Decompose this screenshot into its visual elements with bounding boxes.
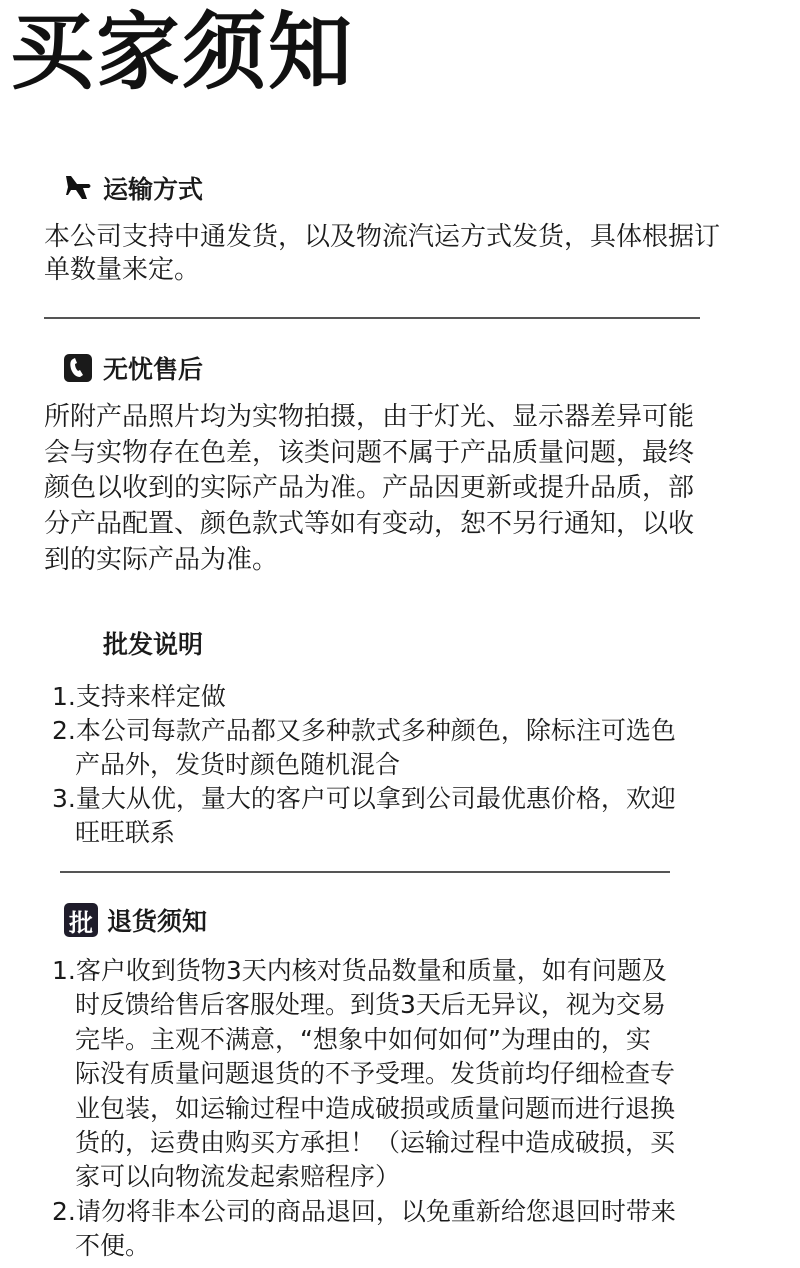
list-item-continued: 旺旺联系 [75,818,176,847]
wholesale-badge-icon: 批 [64,903,98,937]
list-item-continued: 产品外，发货时颜色随机混合 [75,750,401,779]
divider [44,317,700,319]
text-line: 到的实际产品为准。 [44,544,279,575]
list-item-continued: 货的，运费由购买方承担！（运输过程中造成破损，买 [75,1128,676,1158]
section-heading-wholesale [103,625,203,661]
text-line: 会与实物存在色差，该类问题不属于产品质量问题，最终 [44,437,695,468]
list-item: 2.本公司每款产品都又多种款式多种颜色，除标注可选色 [52,716,676,745]
heading-text: 退货须知 [107,907,208,936]
list-item-continued: 时反馈给售后客服处理。到货3天后无异议，视为交易 [75,990,666,1020]
after-sales-paragraph [44,400,694,579]
heading-text: 运输方式 [103,175,204,204]
plane-icon [62,172,94,204]
list-item-continued: 际没有质量问题退货的不予受理。发货前均仔细检查专 [75,1059,676,1089]
list-item: 1.客户收到货物3天内核对货品数量和质量，如有问题及 [52,956,667,985]
text-line: 分产品配置、颜色款式等如有变动，恕不另行通知，以收 [44,509,695,540]
text-line: 本公司支持中通发货，以及物流汽运方式发货，具体根据订 [44,222,721,252]
page-title: 买家须知 [10,3,355,101]
list-item: 2.请勿将非本公司的商品退回，以免重新给您退回时带来 [52,1196,676,1226]
section-heading-after-sales [62,350,203,386]
phone-icon [62,352,94,384]
wholesale-list [52,680,676,850]
list-item-continued: 完毕。主观不满意，“想象中如何如何”为理由的，实 [75,1024,651,1054]
returns-list [52,954,676,1264]
list-item: 1.支持来样定做 [52,682,226,711]
heading-text: 批发说明 [103,630,204,659]
text-line: 单数量来定。 [44,255,201,285]
heading-text: 无忧售后 [103,355,204,384]
list-item-continued: 业包装，如运输过程中造成破损或质量问题而进行退换 [75,1093,676,1123]
list-item: 3.量大从优，量大的客户可以拿到公司最优惠价格，欢迎 [52,784,676,813]
list-item-continued: 家可以向物流发起索赔程序） [75,1162,401,1192]
shipping-paragraph [44,221,720,287]
text-line: 所附产品照片均为实物拍摄，由于灯光、显示器差异可能 [44,402,695,432]
section-heading-returns [64,902,207,938]
section-heading-shipping [62,170,203,206]
divider [60,871,670,873]
list-item-continued: 不便。 [75,1231,151,1261]
text-line: 颜色以收到的实际产品为准。产品因更新或提升品质，部 [44,473,695,504]
